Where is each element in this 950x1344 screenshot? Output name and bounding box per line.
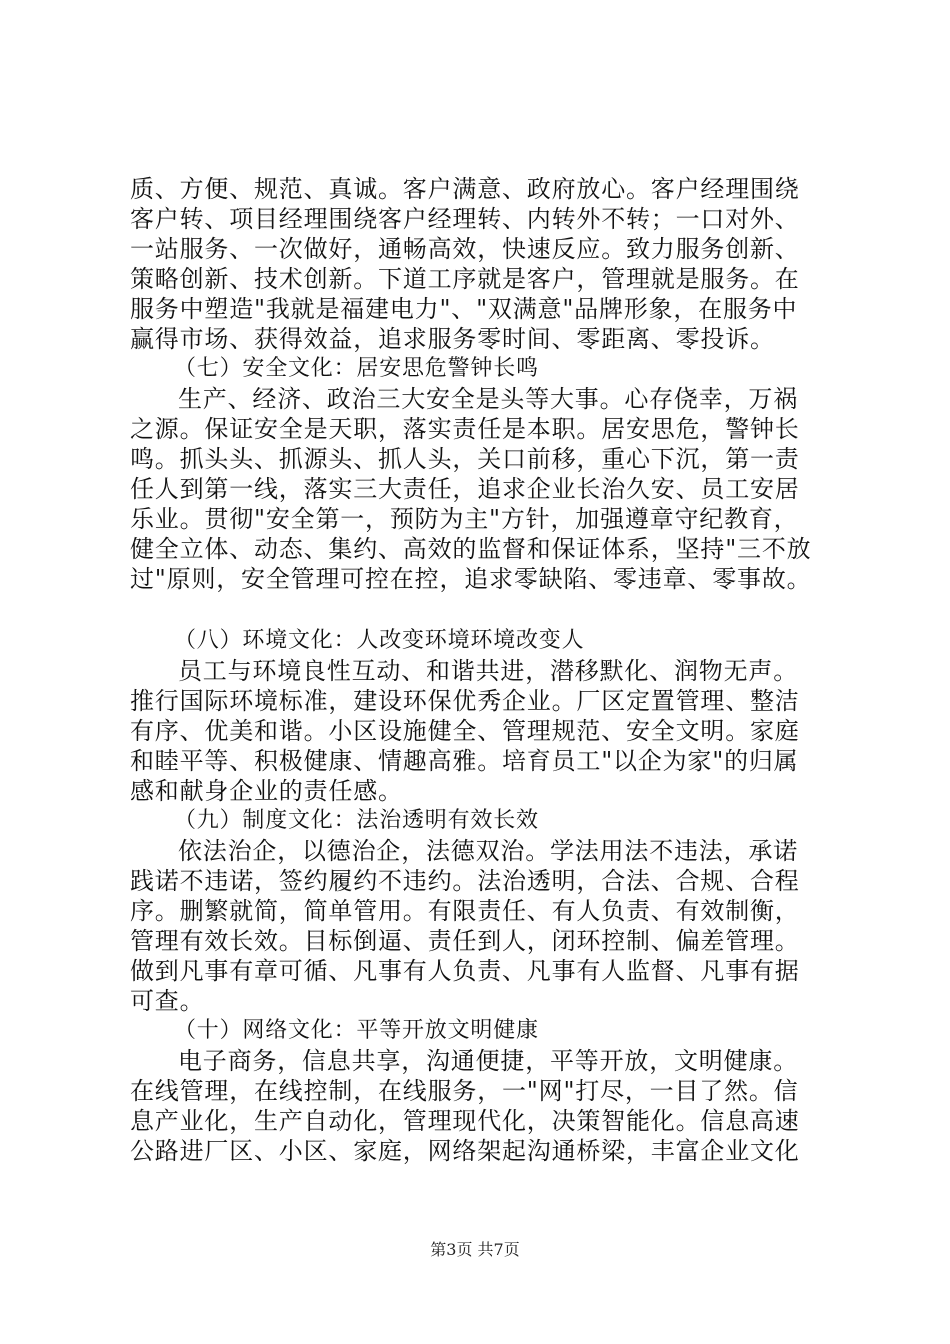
section-heading-environment: （八）环境文化：人改变环境环境改变人 xyxy=(174,628,585,653)
text-line: 服务中塑造"我就是福建电力"、"双满意"品牌形象，在服务中 xyxy=(130,295,798,323)
text-line: 乐业。贯彻"安全第一，预防为主"方针，加强遵章守纪教育， xyxy=(130,505,799,533)
text-line: 感和献身企业的责任感。 xyxy=(130,777,403,805)
text-line: 客户转、项目经理围绕客户经理转、内转外不转；一口对外、 xyxy=(130,205,800,233)
text-line: 一站服务、一次做好，通畅高效，快速反应。致力服务创新、 xyxy=(130,235,800,263)
text-line: 可查。 xyxy=(130,987,205,1015)
text-line: 生产、经济、政治三大安全是头等大事。心存侥幸，万祸 xyxy=(178,385,798,413)
text-line: 息产业化，生产自动化，管理现代化，决策智能化。信息高速 xyxy=(130,1107,800,1135)
paragraph-gap xyxy=(130,594,830,626)
text-line: 在线管理，在线控制，在线服务，一"网"打尽，一目了然。信 xyxy=(130,1077,799,1105)
text-line: 电子商务，信息共享，沟通便捷，平等开放，文明健康。 xyxy=(178,1047,798,1075)
text-line: 管理有效长效。目标倒逼、责任到人，闭环控制、偏差管理。 xyxy=(130,927,800,955)
text-line: 健全立体、动态、集约、高效的监督和保证体系，坚持"三不放 xyxy=(130,535,812,563)
section-heading-safety: （七）安全文化：居安思危警钟长鸣 xyxy=(174,356,539,381)
text-line: 公路进厂区、小区、家庭，网络架起沟通桥梁，丰富企业文化 xyxy=(130,1137,800,1165)
text-line: 序。删繁就简，简单管用。有限责任、有人负责、有效制衡， xyxy=(130,897,800,925)
section-heading-network: （十）网络文化：平等开放文明健康 xyxy=(174,1018,539,1043)
text-line: 员工与环境良性互动、和谐共进，潜移默化、润物无声。 xyxy=(178,657,798,685)
text-line: 赢得市场、获得效益，追求服务零时间、零距离、零投诉。 xyxy=(130,325,775,353)
page-footer: 第3页 共7页 xyxy=(430,1240,520,1259)
text-line: 有序、优美和谐。小区设施健全、管理规范、安全文明。家庭 xyxy=(130,717,800,745)
text-line: 依法治企，以德治企，法德双治。学法用法不违法，承诺 xyxy=(178,837,798,865)
text-line: 鸣。抓头头、抓源头、抓人头，关口前移，重心下沉，第一责 xyxy=(130,445,800,473)
document-body xyxy=(130,174,830,1166)
text-line: 践诺不违诺，签约履约不违约。法治透明，合法、合规、合程 xyxy=(130,867,800,895)
text-line: 推行国际环境标准，建设环保优秀企业。厂区定置管理、整洁 xyxy=(130,687,800,715)
text-line: 过"原则，安全管理可控在控，追求零缺陷、零违章、零事故。 xyxy=(130,565,812,593)
section-heading-system: （九）制度文化：法治透明有效长效 xyxy=(174,808,539,833)
text-line: 和睦平等、积极健康、情趣高雅。培育员工"以企为家"的归属 xyxy=(130,747,799,775)
text-line: 之源。保证安全是天职，落实责任是本职。居安思危，警钟长 xyxy=(130,415,800,443)
text-line: 任人到第一线，落实三大责任，追求企业长治久安、员工安居 xyxy=(130,475,800,503)
text-line: 策略创新、技术创新。下道工序就是客户，管理就是服务。在 xyxy=(130,265,800,293)
text-line: 做到凡事有章可循、凡事有人负责、凡事有人监督、凡事有据 xyxy=(130,957,800,985)
text-line: 质、方便、规范、真诚。客户满意、政府放心。客户经理围绕 xyxy=(130,175,800,203)
